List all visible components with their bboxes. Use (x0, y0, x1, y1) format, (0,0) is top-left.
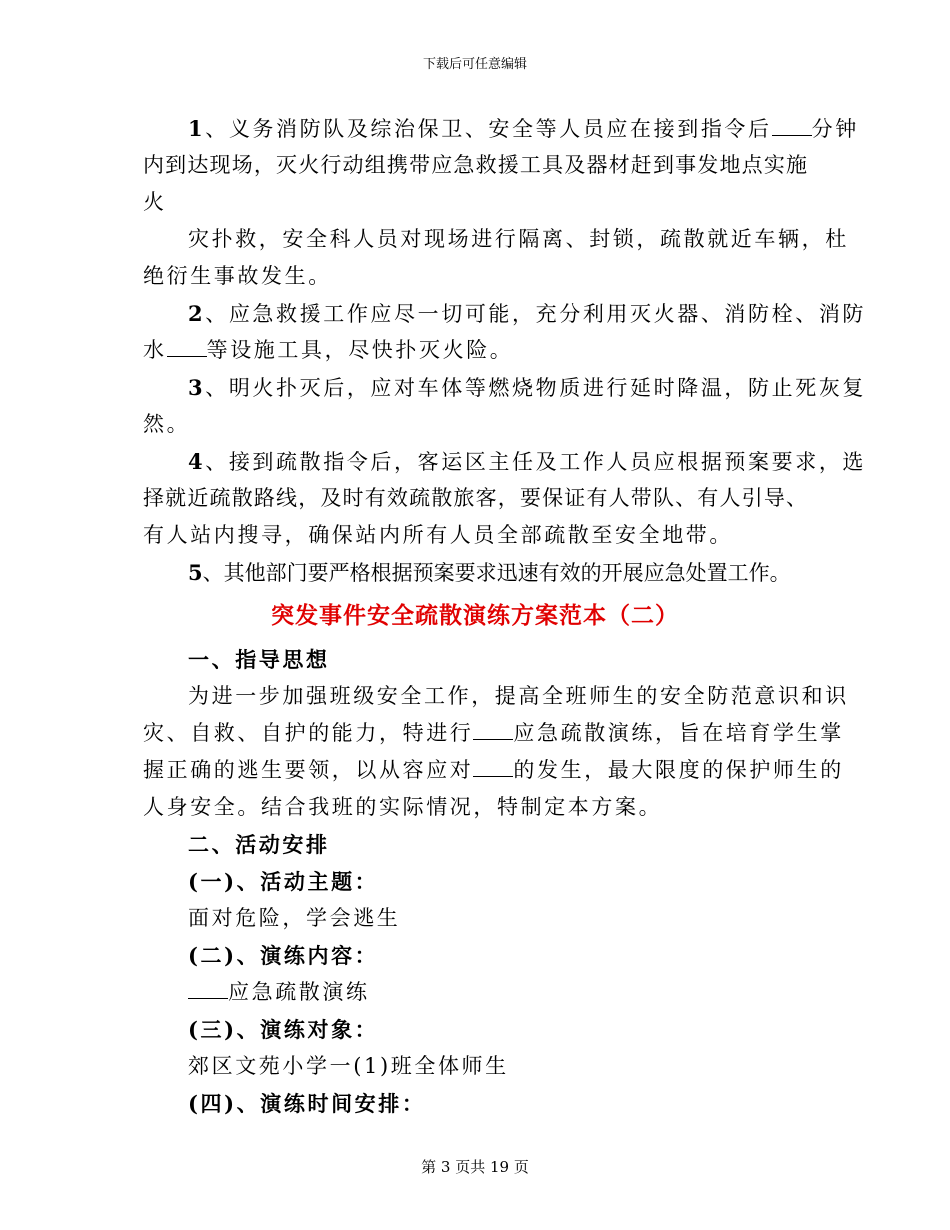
item-1-line-1: 1、义务消防队及综治保卫、安全等人员应在接到指令后 分钟 (143, 110, 807, 147)
item-number: 1 (188, 116, 206, 141)
fill-blank (772, 113, 812, 136)
item-1-line-2: 内到达现场，灭火行动组携带应急救援工具及器材赶到事发地点实施 (143, 153, 807, 177)
item-1-line-5: 绝衍生事故发生。 (143, 264, 332, 288)
item-4-line-3: 有人站内搜寻，确保站内所有人员全部疏散至安全地带。 (143, 523, 733, 547)
item-4-line-2: 择就近疏散路线，及时有效疏散旅客，要保证有人带队、有人引导、 (143, 486, 807, 510)
fill-blank (188, 976, 228, 999)
item-4-line-1: 4、接到疏散指令后，客运区主任及工作人员应根据预案要求，选 (188, 449, 867, 474)
item-number: 2 (188, 301, 206, 326)
s1-line-3: 握正确的逃生要领，以从容应对 的发生，最大限度的保护师生的 (143, 752, 807, 789)
item-3-line-2: 然。 (143, 412, 191, 436)
theme-text: 面对危险，学会逃生 (188, 906, 401, 930)
document-body (143, 110, 867, 1122)
content-text: 应急疏散演练 (143, 974, 807, 1011)
s1-line-2: 灾、自救、自护的能力，特进行 应急疏散演练，旨在培育学生掌 (143, 715, 807, 752)
item-5-line-1: 5、其他部门要严格根据预案要求迅速有效的开展应急处置工作。 (188, 560, 791, 585)
item-number: 3 (188, 375, 206, 400)
page-header: 下载后可任意编辑 (422, 57, 527, 72)
fill-blank (473, 754, 513, 777)
fill-blank (473, 717, 513, 740)
sub-heading-target: (三)、演练对象： (188, 1017, 379, 1042)
heading-guiding-thought: 一、指导思想 (188, 647, 330, 672)
item-2-line-2: 水 等设施工具，尽快扑灭火险。 (143, 332, 807, 369)
section-title: 突发事件安全疏散演练方案范本（二） (271, 602, 679, 629)
item-number: 4 (188, 449, 206, 474)
item-2-line-1: 2、应急救援工作应尽一切可能，充分利用灭火器、消防栓、消防 (188, 301, 867, 326)
sub-heading-schedule: (四)、演练时间安排： (188, 1091, 426, 1116)
s1-line-1: 为进一步加强班级安全工作，提高全班师生的安全防范意识和识 (188, 684, 849, 708)
page-footer: 第 3 页共 19 页 (421, 1158, 529, 1176)
item-1-line-4: 灾扑救，安全科人员对现场进行隔离、封锁，疏散就近车辆，杜 (188, 227, 849, 251)
heading-activity: 二、活动安排 (188, 832, 330, 857)
item-number: 5 (188, 560, 203, 585)
item-3-line-1: 3、明火扑灭后，应对车体等燃烧物质进行延时降温，防止死灰复 (188, 375, 867, 400)
item-1-line-3: 火 (143, 190, 167, 214)
sub-heading-content: (二)、演练内容： (188, 943, 379, 968)
sub-heading-theme: (一)、活动主题： (188, 869, 379, 894)
s1-line-4: 人身安全。结合我班的实际情况，特制定本方案。 (143, 795, 663, 819)
target-text: 郊区文苑小学一(1)班全体师生 (188, 1054, 509, 1078)
fill-blank (167, 334, 207, 357)
